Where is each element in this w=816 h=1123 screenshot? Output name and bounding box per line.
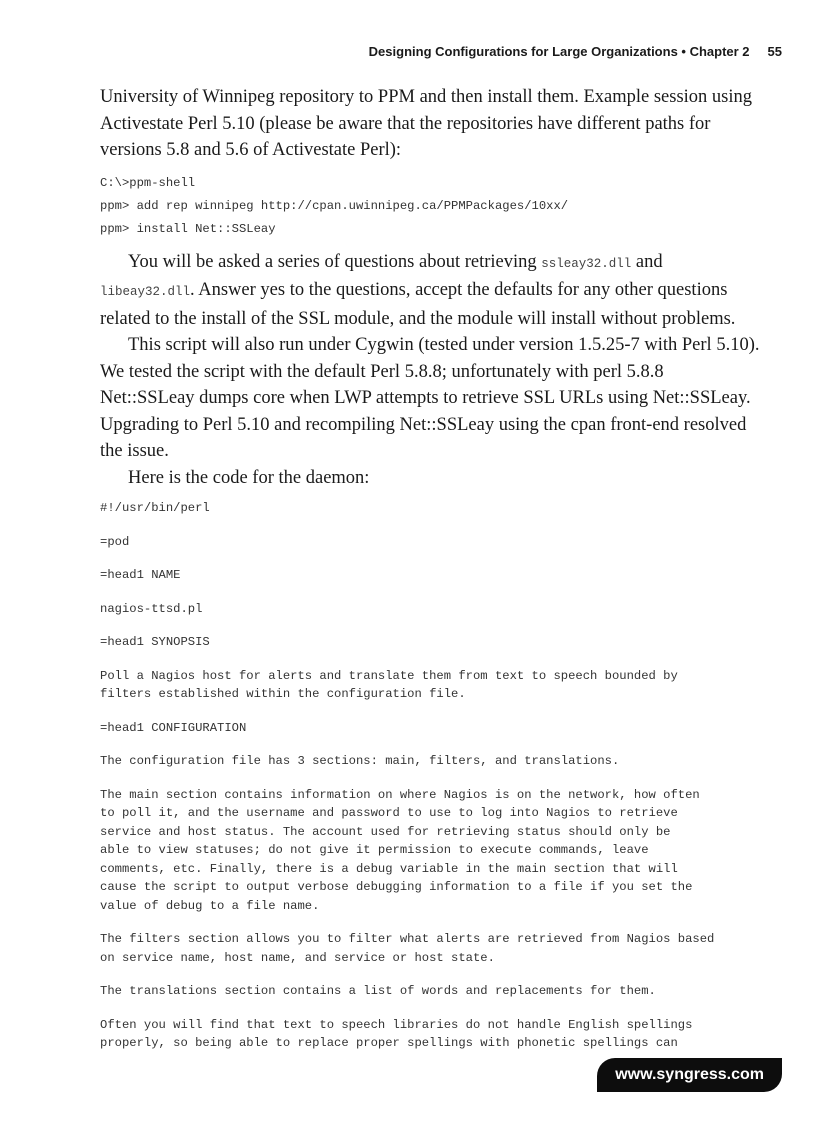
code-line: C:\>ppm-shell	[100, 175, 196, 190]
page-body	[100, 84, 760, 1068]
paragraph: University of Winnipeg repository to PPM and then install them. Example session using Activestate Perl 5.10 (please be aware that the repositories have different paths for versions 5.8 and 5.6 of Activestate Perl):	[100, 87, 753, 160]
running-header	[369, 44, 782, 59]
code-block: #!/usr/bin/perl	[100, 501, 210, 515]
code-block: Often you will find that text to speech libraries do not handle English spellings properly, so being able to replace proper spellings with phonetic spellings can	[100, 1017, 693, 1050]
code-block: =head1 NAME	[100, 568, 181, 582]
code-line: ppm> add rep winnipeg http://cpan.uwinnipeg.ca/PPMPackages/10xx/	[100, 198, 569, 213]
inline-code: ssleay32.dll	[541, 256, 632, 271]
code-block: The configuration file has 3 sections: main, filters, and translations.	[100, 754, 620, 768]
code-block: =pod	[100, 534, 130, 549]
code-line: ppm> install Net::SSLeay	[100, 221, 276, 236]
inline-code: libeay32.dll	[100, 285, 191, 299]
code-block: The filters section allows you to filter what alerts are retrieved from Nagios based on service name, host name, and service or host state.	[100, 932, 715, 965]
code-block: =head1 CONFIGURATION	[100, 720, 247, 735]
publisher-url-badge[interactable]: www.syngress.com	[597, 1058, 782, 1092]
paragraph	[100, 249, 760, 333]
text-run: and	[631, 251, 663, 272]
ppm-session	[100, 172, 760, 241]
text-run: You will be asked a series of questions about retrieving	[128, 251, 542, 272]
header-title: Designing Configurations for Large Organizations • Chapter 2	[368, 44, 750, 59]
text-run: . Answer yes to the questions, accept the defaults for any other questions related to the install of the SSL module, and the module will install without problems.	[100, 280, 736, 329]
code-block: The main section contains information on where Nagios is on the network, how often to poll it, and the username and password to use to log into Nagios to retrieve service and host status. The account used for retrieving status should only be able to view statuses; do not give it permission to execute commands, leave comments, etc. Finally, there is a debug variable in the main section that will cause the script to output verbose debugging information to a file if you set the value of debug to a file name.	[100, 787, 700, 913]
code-block: Poll a Nagios host for alerts and translate them from text to speech bounded by filters established within the configuration file.	[100, 668, 678, 701]
code-block: =head1 SYNOPSIS	[100, 635, 210, 649]
code-block: nagios-ttsd.pl	[100, 601, 203, 616]
page-number: 55	[767, 44, 782, 59]
paragraph: This script will also run under Cygwin (tested under version 1.5.25-7 with Perl 5.10). We tested the script with the default Perl 5.8.8; unfortunately with perl 5.8.8 Net::SSLeay dumps core when LWP attempts to retrieve SSL URLs using Net::SSLeay. Upgrading to Perl 5.10 and recompiling Net::SSLeay using the cpan front-end resolved the issue.	[100, 335, 760, 461]
daemon-code-listing	[100, 499, 760, 1053]
paragraph: Here is the code for the daemon:	[128, 467, 370, 488]
code-block: The translations section contains a list of words and replacements for them.	[100, 984, 656, 998]
